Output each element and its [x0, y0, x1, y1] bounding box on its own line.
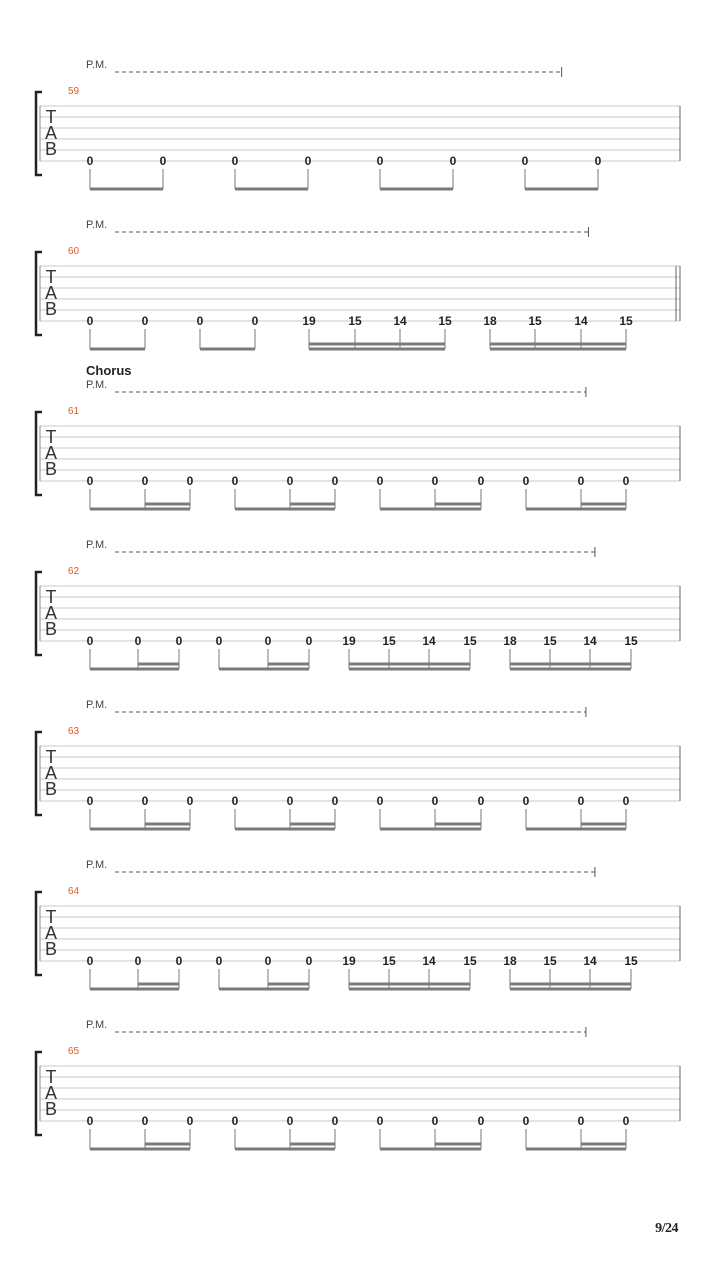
- fret-number: 15: [619, 314, 633, 328]
- fret-number: 14: [422, 634, 436, 648]
- fret-number: 0: [141, 794, 149, 808]
- fret-number: 0: [477, 1114, 485, 1128]
- fret-number: 0: [215, 954, 223, 968]
- fret-number: 15: [382, 634, 396, 648]
- fret-number: 0: [331, 794, 339, 808]
- tab-clef-letter: A: [44, 923, 58, 943]
- fret-number: 0: [622, 474, 630, 488]
- fret-number: 0: [264, 634, 272, 648]
- fret-number: 15: [543, 634, 557, 648]
- fret-number: 0: [186, 1114, 194, 1128]
- palm-mute-label: P.M.: [86, 539, 108, 551]
- fret-number: 15: [624, 954, 638, 968]
- fret-number: 0: [622, 1114, 630, 1128]
- fret-number: 0: [286, 1114, 294, 1128]
- tab-system-63: [36, 699, 680, 829]
- fret-number: 0: [134, 954, 142, 968]
- tab-clef-letter: A: [44, 283, 58, 303]
- tab-clef-letter: T: [45, 427, 57, 447]
- fret-number: 0: [577, 474, 585, 488]
- fret-number: 0: [577, 794, 585, 808]
- fret-number: 0: [264, 954, 272, 968]
- fret-number: 0: [577, 1114, 585, 1128]
- tab-clef-letter: A: [44, 443, 58, 463]
- fret-number: 0: [86, 634, 94, 648]
- tab-clef-letter: T: [45, 587, 57, 607]
- fret-number: 0: [141, 314, 149, 328]
- fret-number: 0: [331, 1114, 339, 1128]
- fret-number: 0: [376, 474, 384, 488]
- palm-mute-label: P.M.: [86, 219, 108, 231]
- fret-number: 14: [583, 954, 597, 968]
- tab-clef-letter: A: [44, 1083, 58, 1103]
- tab-clef-letter: A: [44, 603, 58, 623]
- fret-number: 0: [251, 314, 259, 328]
- fret-number: 0: [304, 154, 312, 168]
- fret-number: 15: [463, 954, 477, 968]
- fret-number: 14: [583, 634, 597, 648]
- fret-number: 14: [393, 314, 407, 328]
- fret-number: 0: [231, 154, 239, 168]
- fret-number: 0: [431, 794, 439, 808]
- fret-number: 0: [231, 794, 239, 808]
- fret-number: 0: [305, 634, 313, 648]
- system-bracket: [36, 412, 42, 495]
- tab-clef-letter: T: [45, 1067, 57, 1087]
- fret-number: 0: [622, 794, 630, 808]
- fret-number: 0: [376, 794, 384, 808]
- fret-number: 0: [477, 794, 485, 808]
- tab-clef-letter: B: [44, 459, 58, 479]
- tab-clef-letter: B: [44, 139, 58, 159]
- fret-number: 0: [134, 634, 142, 648]
- fret-number: 0: [86, 154, 94, 168]
- measure-number: 60: [68, 246, 80, 257]
- fret-number: 0: [449, 154, 457, 168]
- fret-number: 0: [286, 474, 294, 488]
- tab-clef-letter: B: [44, 939, 58, 959]
- fret-number: 15: [438, 314, 452, 328]
- fret-number: 0: [522, 474, 530, 488]
- fret-number: 0: [175, 634, 183, 648]
- tab-clef-letter: B: [44, 779, 58, 799]
- fret-number: 0: [196, 314, 204, 328]
- palm-mute-label: P.M.: [86, 859, 108, 871]
- tab-system-64: [36, 859, 680, 989]
- fret-number: 0: [231, 474, 239, 488]
- fret-number: 0: [376, 154, 384, 168]
- fret-number: 0: [431, 1114, 439, 1128]
- tab-system-65: [36, 1019, 680, 1149]
- fret-number: 19: [342, 634, 356, 648]
- measure-number: 64: [68, 886, 80, 897]
- measure-number: 59: [68, 86, 80, 97]
- palm-mute-label: P.M.: [86, 699, 108, 711]
- fret-number: 0: [376, 1114, 384, 1128]
- fret-number: 0: [86, 314, 94, 328]
- fret-number: 0: [431, 474, 439, 488]
- tab-clef-letter: T: [45, 107, 57, 127]
- fret-number: 18: [483, 314, 497, 328]
- fret-number: 0: [522, 1114, 530, 1128]
- fret-number: 0: [305, 954, 313, 968]
- tab-clef-letter: B: [44, 299, 58, 319]
- fret-number: 0: [186, 794, 194, 808]
- palm-mute-label: P.M.: [86, 59, 108, 71]
- fret-number: 0: [175, 954, 183, 968]
- fret-number: 0: [522, 794, 530, 808]
- measure-number: 63: [68, 726, 80, 737]
- fret-number: 0: [86, 1114, 94, 1128]
- tab-clef-letter: A: [44, 123, 58, 143]
- tab-clef-letter: B: [44, 619, 58, 639]
- fret-number: 19: [302, 314, 316, 328]
- fret-number: 0: [215, 634, 223, 648]
- fret-number: 15: [528, 314, 542, 328]
- section-label: Chorus: [86, 363, 132, 378]
- tab-clef-letter: B: [44, 1099, 58, 1119]
- palm-mute-label: P.M.: [86, 379, 108, 391]
- fret-number: 0: [231, 1114, 239, 1128]
- fret-number: 14: [574, 314, 588, 328]
- measure-number: 65: [68, 1046, 80, 1057]
- system-bracket: [36, 92, 42, 175]
- fret-number: 0: [86, 474, 94, 488]
- fret-number: 14: [422, 954, 436, 968]
- fret-number: 18: [503, 954, 517, 968]
- fret-number: 0: [331, 474, 339, 488]
- tab-system-62: [36, 539, 680, 669]
- fret-number: 0: [186, 474, 194, 488]
- fret-number: 0: [86, 954, 94, 968]
- page-number: 9/24: [655, 1221, 678, 1236]
- fret-number: 15: [543, 954, 557, 968]
- fret-number: 0: [159, 154, 167, 168]
- fret-number: 18: [503, 634, 517, 648]
- measure-number: 62: [68, 566, 80, 577]
- fret-number: 0: [477, 474, 485, 488]
- tab-clef-letter: T: [45, 267, 57, 287]
- palm-mute-label: P.M.: [86, 1019, 108, 1031]
- fret-number: 19: [342, 954, 356, 968]
- fret-number: 15: [624, 634, 638, 648]
- fret-number: 15: [348, 314, 362, 328]
- system-bracket: [36, 892, 42, 975]
- tab-system-60: [36, 219, 680, 349]
- fret-number: 0: [594, 154, 602, 168]
- tab-system-59: [36, 59, 680, 189]
- fret-number: 0: [86, 794, 94, 808]
- system-bracket: [36, 252, 42, 335]
- fret-number: 15: [382, 954, 396, 968]
- fret-number: 0: [141, 474, 149, 488]
- fret-number: 0: [141, 1114, 149, 1128]
- fret-number: 0: [521, 154, 529, 168]
- system-bracket: [36, 732, 42, 815]
- system-bracket: [36, 1052, 42, 1135]
- system-bracket: [36, 572, 42, 655]
- measure-number: 61: [68, 406, 80, 417]
- tab-clef-letter: T: [45, 907, 57, 927]
- tab-system-61: [36, 363, 680, 509]
- tab-clef-letter: A: [44, 763, 58, 783]
- tab-clef-letter: T: [45, 747, 57, 767]
- fret-number: 15: [463, 634, 477, 648]
- fret-number: 0: [286, 794, 294, 808]
